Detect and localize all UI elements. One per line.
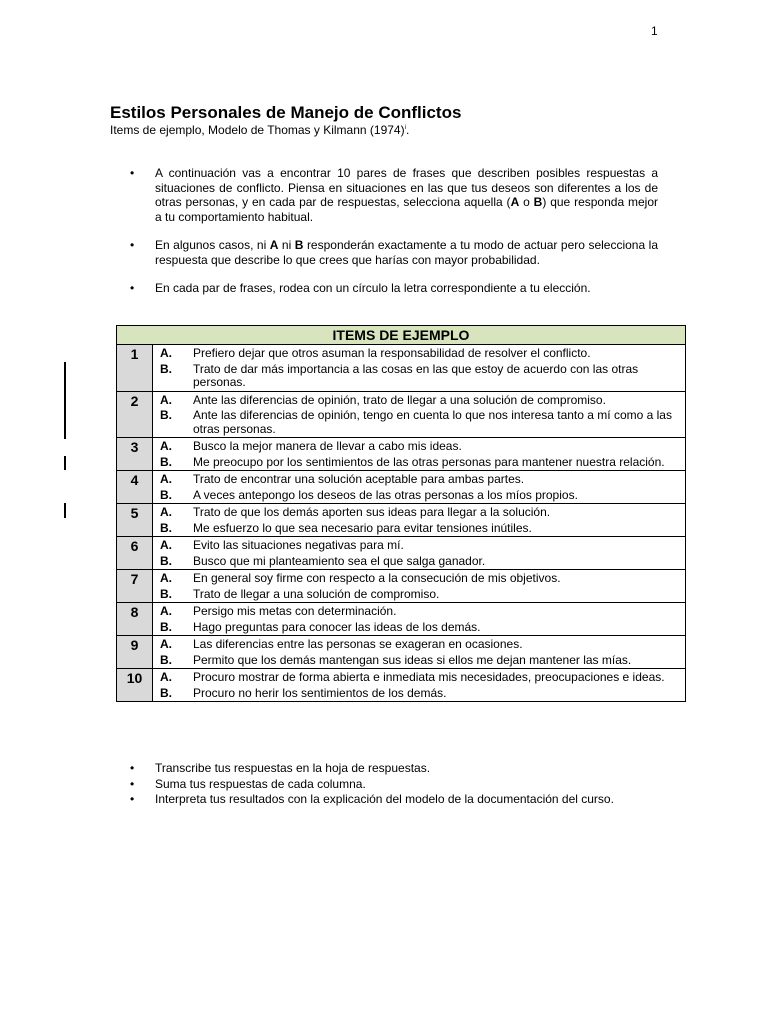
option-letter-b[interactable]: B. [160,361,172,376]
item-options [153,345,686,392]
option-letter-a[interactable]: A. [160,392,172,407]
option-text-b: Me preocupo por los sentimientos de las otras personas para mantener nuestra relación. [193,454,665,469]
intro-bullet-item: • En cada par de frases, rodea con un círculo la letra correspondiente a tu elección. [110,281,658,296]
option-text-b: Trato de dar más importancia a las cosas en las que estoy de acuerdo con las otras personas. [193,361,639,389]
option-text-a: Evito las situaciones negativas para mí. [193,538,404,552]
option-letter-a[interactable]: A. [160,538,172,552]
table-row [117,391,686,438]
option-letter-a[interactable]: A. [160,637,172,651]
table-row [117,603,686,636]
table-row [117,471,686,504]
table-row [117,537,686,570]
option-a[interactable] [153,440,685,454]
revision-bar [64,456,66,470]
item-number: 2 [117,391,153,438]
item-number: 8 [117,603,153,636]
option-b[interactable] [153,588,685,602]
option-b[interactable] [153,456,685,470]
option-text-b: Ante las diferencias de opinión, tengo en cuenta lo que nos interesa tanto a mí como a las otras personas. [193,408,672,436]
option-letter-a[interactable]: A. [160,670,172,684]
item-number: 7 [117,570,153,603]
item-number: 1 [117,345,153,392]
page-title: Estilos Personales de Manejo de Conflictos [110,103,462,122]
subtitle-footnote-mark: i [404,125,406,131]
option-letter-b[interactable]: B. [160,652,172,667]
intro-bullet-item: • A continuación vas a encontrar 10 pares de frases que describen posibles respuestas a situaciones de conflicto. Piensa en situaciones en las que tus deseos son diferentes a los de otras personas, y en cada par de respuestas, selecciona aquella (A o B) que responda mejor a tu comportamiento habitual. [110,166,658,224]
option-text-b: Me esfuerzo lo que sea necesario para evitar tensiones inútiles. [193,520,532,535]
option-letter-b[interactable]: B. [160,553,172,568]
option-a[interactable] [153,572,685,586]
option-text-a: Trato de que los demás aporten sus ideas para llegar a la solución. [193,505,551,519]
item-number: 3 [117,438,153,471]
outro-bullet-item: • Transcribe tus respuestas en la hoja de respuestas. [110,761,658,776]
option-a[interactable] [153,671,685,685]
option-letter-b[interactable]: B. [160,685,172,700]
table-row [117,438,686,471]
option-letter-a[interactable]: A. [160,505,172,519]
item-options [153,504,686,537]
option-text-a: Busco la mejor manera de llevar a cabo mis ideas. [193,439,462,453]
item-number: 6 [117,537,153,570]
option-text-a: Persigo mis metas con determinación. [193,604,397,618]
option-b[interactable] [153,621,685,635]
item-options [153,669,686,702]
outro-bullet-item: • Interpreta tus resultados con la explicación del modelo de la documentación del curso. [110,792,658,807]
items-table [116,325,686,702]
item-options [153,391,686,438]
intro-bullet-list [110,166,658,310]
option-text-a: Trato de encontrar una solución aceptable para ambas partes. [193,472,525,486]
option-letter-b[interactable]: B. [160,454,172,469]
item-options [153,438,686,471]
page-subtitle: Items de ejemplo, Modelo de Thomas y Kilmann $(1974)^i$. [110,123,410,137]
subtitle-text: Items de ejemplo, Modelo de Thomas y Kilmann (1974) [110,123,405,137]
option-text-a: Las diferencias entre las personas se exageran en ocasiones. [193,637,523,651]
outro-bullet-item: • Suma tus respuestas de cada columna. [110,777,658,792]
option-text-b: Busco que mi planteamiento sea el que salga ganador. [193,553,486,568]
table-row [117,669,686,702]
option-text-a: Ante las diferencias de opinión, trato de llegar a una solución de compromiso. [193,392,606,407]
table-header: ITEMS DE EJEMPLO [117,326,686,345]
option-letter-a[interactable]: A. [160,346,172,360]
option-text-b: Procuro no herir los sentimientos de los demás. [193,685,447,700]
option-text-b: Trato de llegar a una solución de compromiso. [193,586,440,601]
item-options [153,636,686,669]
table-row [117,636,686,669]
option-a[interactable] [153,605,685,619]
items-body [117,345,686,702]
option-a[interactable] [153,539,685,553]
option-text-a: En general soy firme con respecto a la consecución de mis objetivos. [193,571,561,585]
option-a[interactable] [153,394,685,408]
item-options [153,603,686,636]
option-b[interactable] [153,687,685,701]
option-b[interactable] [153,654,685,668]
option-b[interactable] [153,555,685,569]
option-text-b: Permito que los demás mantengan sus ideas si ellos me dejan mantener las mías. [193,652,632,667]
revision-bar [64,362,66,439]
option-text-b: A veces antepongo los deseos de las otras personas a los míos propios. [193,487,578,502]
option-a[interactable] [153,638,685,652]
option-a[interactable] [153,347,685,361]
item-options [153,471,686,504]
table-row [117,570,686,603]
table-row [117,504,686,537]
option-b[interactable] [153,522,685,536]
item-number: 5 [117,504,153,537]
option-text-a: Prefiero dejar que otros asuman la responsabilidad de resolver el conflicto. [193,346,591,360]
option-letter-b[interactable]: B. [160,520,172,535]
intro-bullet-item: • En algunos casos, ni A ni B responderán exactamente a tu modo de actuar pero selecciona la respuesta que describe lo que crees que harías con mayor probabilidad. [110,238,658,267]
outro-bullet-list [110,761,658,808]
option-letter-b[interactable]: B. [160,408,172,422]
option-text-b: Hago preguntas para conocer las ideas de los demás. [193,619,481,634]
option-letter-a[interactable]: A. [160,472,172,486]
option-a[interactable] [153,473,685,487]
item-number: 9 [117,636,153,669]
page-number: 1 [651,24,658,38]
table-header-row [117,326,686,345]
option-b[interactable] [153,363,685,390]
option-letter-b[interactable]: B. [160,487,172,502]
item-number: 10 [117,669,153,702]
table-row [117,345,686,392]
item-options [153,570,686,603]
option-letter-b[interactable]: B. [160,619,172,634]
item-number: 4 [117,471,153,504]
option-letter-a[interactable]: A. [160,604,172,618]
revision-bar [64,503,66,518]
option-letter-a[interactable]: A. [160,439,172,453]
item-options [153,537,686,570]
option-b[interactable] [153,489,685,503]
option-letter-b[interactable]: B. [160,586,172,601]
option-a[interactable] [153,506,685,520]
option-b[interactable] [153,409,685,436]
option-text-a: Procuro mostrar de forma abierta e inmediata mis necesidades, preocupaciones e ideas. [193,670,665,684]
option-letter-a[interactable]: A. [160,571,172,585]
